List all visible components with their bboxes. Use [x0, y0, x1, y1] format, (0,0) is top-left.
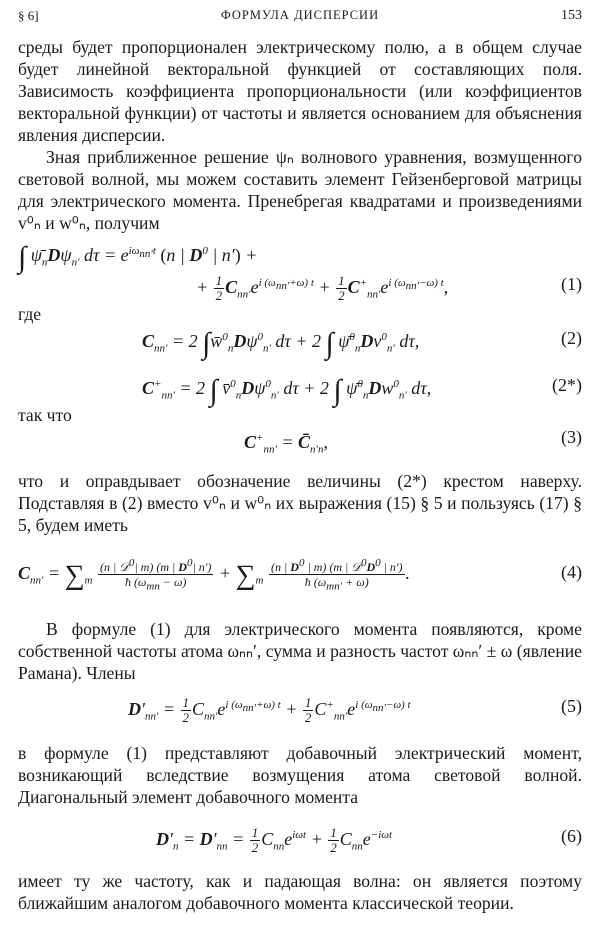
where-label: где — [18, 304, 42, 324]
equation-4-number: (4) — [561, 562, 582, 582]
so-that-label: так что — [18, 405, 72, 425]
paragraph-4: В формуле (1) для электрического момента появляются, кроме собственной частоты атома ωₙₙ′, сумма и разность частот ωₙₙ′ ± ω (явление Рамана). Члены — [18, 619, 582, 683]
paragraph-2: Зная приближенное решение ψₙ волнового уравнения, возмущенного световой волной, мы можем составить элемент Гейзенберговой матрицы для электрического момента. Пренебрегая квадратами и произведениями v⁰ₙ и w⁰ₙ, получим — [18, 147, 582, 233]
equation-1-line-1: ∫ $\psī_nD\psi_{n'}$ $d\tau = e^{i\omega_{nn'}t}$ (n | $D^0$ | n′) + — [18, 241, 258, 274]
equation-6-number: (6) — [561, 826, 582, 846]
equation-2-star-number: (2*) — [552, 375, 582, 395]
paragraph-6: имеет ту же частоту, как и падающая волна: он является поэтому ближайшим аналогом добавочного момента классической теории. — [18, 871, 582, 913]
equation-3-number: (3) — [561, 427, 582, 447]
equation-2: $C_{nn'} = 2$ $\int w̄^0_nD\psi^0_{n'}$ dτ + 2 ∫ $\psī^0_nDv^0_{n'}$ dτ, — [142, 327, 420, 360]
equation-5: $D'_{nn'}$ = $\frac{1}{2}$ $C_{nn'}e^{i (\omega_{nn'}+\omega) t}$ + $\frac{1}{2}$ $C^+_{nn'}e^{i (\omega_{nn'}-\omega) t}$ — [128, 695, 411, 726]
equation-5-number: (5) — [561, 696, 582, 716]
paragraph-3: что и оправдывает обозначение величины (2*) крестом наверху. Подставляя в (2) вместо v⁰ₙ и w⁰ₙ их выражения (15) § 5 и пользуясь (17) § 5, будем иметь — [18, 471, 582, 535]
equation-3: $C^+_{nn'}$ = $C̄_{n'n}$, — [244, 432, 328, 456]
equation-6: $D'_n = D'_{nn}$ = $\frac{1}{2}$ $C_{nn}e^{i\omega t}$ + $\frac{1}{2}$ $C_{nn}e^{-i\omega t}$ — [156, 825, 393, 856]
equation-2-star: $C^+_{nn'} = 2$ ∫ $v̄^0_nD\psi^0_{n'}$ dτ + 2 ∫ $\psī^0_nDw^0_{n'}$ dτ, — [142, 374, 432, 407]
page-number: 153 — [561, 8, 582, 23]
equation-2-number: (2) — [561, 328, 582, 348]
equation-1-line-2: + $\frac{1}{2}$ $C_{nn'}e^{i (\omega_{nn'}+\omega) t}$ + $\frac{1}{2}$ $C^+_{nn'}e^{i (\omega_{nn'}-\omega) t}$, — [196, 273, 449, 304]
running-title: ФОРМУЛА ДИСПЕРСИИ — [220, 8, 380, 22]
equation-1-number: (1) — [561, 274, 582, 294]
paragraph-5: в формуле (1) представляют добавочный электрический момент, возникающий вследствие возмущения атома световой волной. Диагональный элемент добавочного момента — [18, 743, 582, 807]
section-marker: § 6] — [18, 8, 39, 23]
equation-4: $C_{nn'} = \sum_m$ $\frac{(n | 𝒟^0| m) (m | D^0| n')}{ħ (\omega_{mn} - \omega)}$ + $\sum_m$ $\frac{(n | D^0 | m) (m | 𝒟^0D^0 | n')}{ħ (\omega_{mn'} + \omega)}$ . — [18, 557, 411, 593]
paragraph-1: среды будет пропорционален электрическому полю, а в общем случае будет линейной векторальной функцией от составляющих поля. Зависимость коэффициента пропорциональности (или коэффициентов векторальной функции) от частоты и является основанием для объяснения явления дисперсии. — [18, 37, 582, 145]
running-header — [18, 8, 582, 30]
